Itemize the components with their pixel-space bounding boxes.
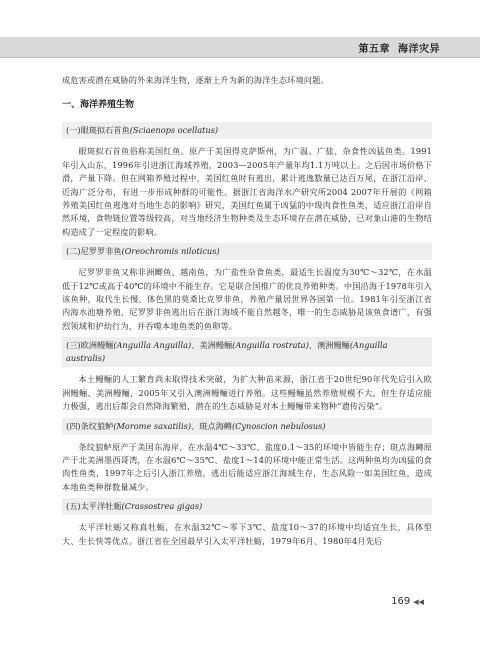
subheading-3: (三)欧洲鳗鲡(Anguilla Anguilla)、美洲鳗鲡(Anguilla rostrata)、澳洲鳗鲡(Anguilla australis) <box>62 337 432 367</box>
section-heading: 一、海洋养殖生物 <box>62 100 135 111</box>
subheading-2: (二)尼罗罗非鱼(Oreochromis niloticus) <box>62 243 432 260</box>
intro-paragraph: 成危害或潜在威胁的外来海洋生物，逐渐上升为新的海洋生态环境问题。 <box>62 75 329 85</box>
paragraph-2: 尼罗罗非鱼又称非洲鲫鱼、越南鱼，为广盐性杂食鱼类，最适生长温度为30℃～32℃，在水温低于12℃或高于40℃的环境中不能生存。它是联合国推广的优良养殖种类。中国沿海于1978年引入该鱼种，取代生长慢、体色黑的莫桑比克罗非鱼，养殖产量居世界各国第一位。1981年引至浙江省内海水池塘养殖，尼罗罗非鱼逃出后在浙江海域不能自然越冬，唯一的生态威胁是该鱼食谱广，有强烈领域和护幼行为，并吞噬本地鱼类的鱼卵等。 <box>62 267 432 331</box>
page-content <box>62 74 432 548</box>
subheading-4: (四)条纹狼鲈(Morome saxatilis)、斑点海鳟(Cynoscion nebulosus) <box>62 418 432 435</box>
paragraph-5: 太平洋牡蛎又称真牡蛎，在水温32℃～零下3℃、盐度10～37的环境中均适宜生长，具体型大、生长快等优点。浙江省在全国最早引入太平洋牡蛎，1979年6月、1980年4月先后 <box>62 522 432 546</box>
paragraph-3: 本土鳗鲡的人工繁育尚未取得技术突破，为扩大种苗来源，浙江省于20世纪90年代先后引入欧洲鳗鲡、美洲鳗鲡，2005年又引入澳洲鳗鲡进行养殖。这些鳗鲡虽然养殖规模不大，但生存适应能力极强，逃出后都会自然降海繁殖，潜在的生态威胁是对本土鳗鲡带来物种“遗传污染”。 <box>62 374 432 412</box>
header-text <box>359 40 441 55</box>
subheading-5: (五)太平洋牡蛎(Crassostrea gigas) <box>62 498 432 515</box>
chapter-label: 第五章 <box>358 44 390 55</box>
subheading-1: (一)眼斑拟石首鱼(Sciaenops ocellatus) <box>62 122 432 139</box>
chapter-title: 海洋灾异 <box>398 44 440 55</box>
page-footer <box>391 596 424 607</box>
paragraph-1: 眼斑拟石首鱼俗称美国红鱼。原产于美国得克萨斯州，为广温、广盐、杂食性凶猛鱼类。1991年引入山东，1996年引进浙江海域养殖，2003—2005年产量年均1.1万吨以上。之后因市场价格下滑，产量下降。但在网箱养殖过程中，美国红鱼时有逃出，累计逃逸数量已达百万尾，在浙江沿岸、近海广泛分布，有进一步形成种群的可能性。据浙江省海洋水产研究所2004 2007年开展的《网箱养殖美国红鱼逃逸对当地生态的影响》研究，美国红鱼属于凶猛的中级肉食性鱼类，适应浙江沿岸自然环境，食物链位置等级较高，对当地经济生物种类及生态环境存在潜在威胁，已对象山港的生物结构造成了一定程度的影响。 <box>62 146 432 237</box>
page-number: 169 <box>391 596 411 607</box>
running-header <box>0 37 480 58</box>
paragraph-4: 条纹狼鲈原产于美国东海岸，在水温4℃～33℃、盐度0.1～35的环境中皆能生存；斑点海鳟原产于北美洲墨西哥湾，在水温6℃～35℃、盐度1～14的环境中能正常生活。这两种鱼均为凶猛的食肉性鱼类，1997年之后引入浙江养殖，逃出后能适应浙江海域生存，生态风险一如美国红鱼，造成本地鱼类种群数量减少。 <box>62 441 432 492</box>
page-marker-icon: ◀◀ <box>413 598 424 606</box>
